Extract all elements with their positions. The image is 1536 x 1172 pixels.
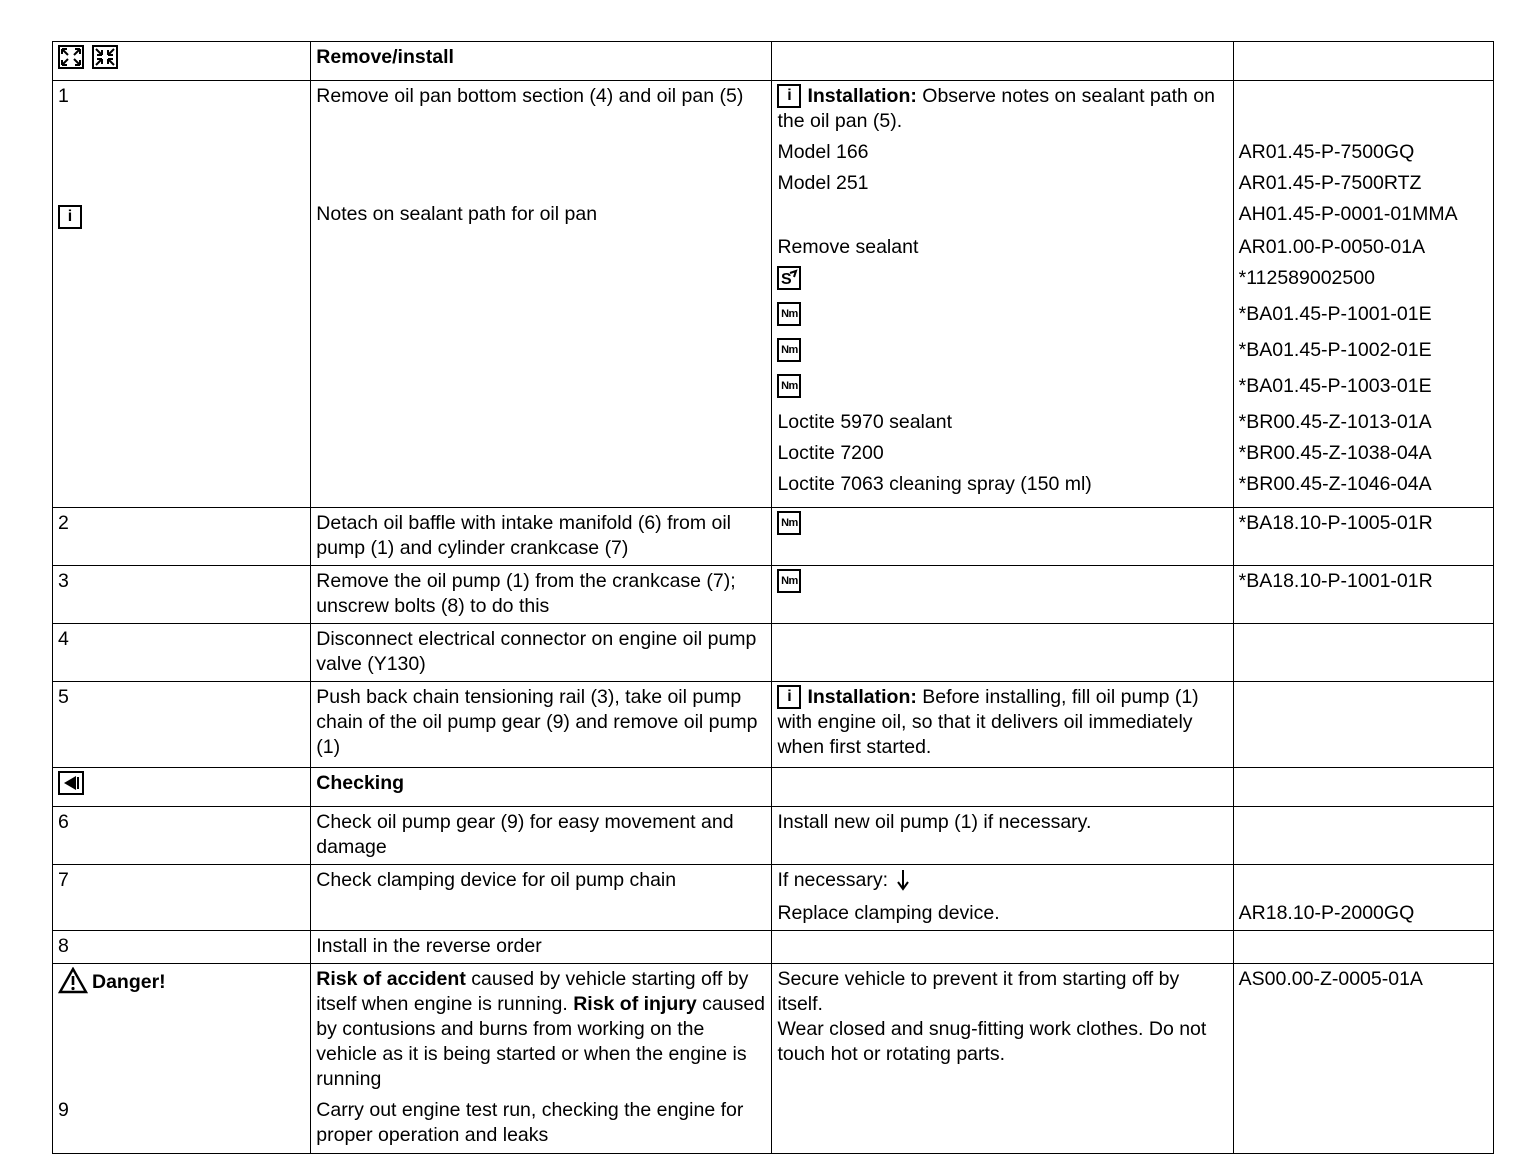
header-icons-cell [53, 42, 311, 81]
step-number: 1 [58, 85, 69, 107]
replace-label: Replace clamping device. [777, 902, 1000, 924]
installation-note: i Installation: Observe notes on sealant path on the oil pan (5). [777, 85, 1215, 132]
doc-ref: *BR00.45-Z-1013-01A [1238, 411, 1432, 433]
step-task: Remove the oil pump (1) from the crankcase (7); unscrew bolts (8) to do this [311, 566, 772, 624]
table-row [53, 682, 1494, 768]
step-task: Remove oil pan bottom section (4) and oil pan (5) [316, 85, 744, 107]
step-number: 2 [53, 508, 311, 566]
step-number: 6 [53, 807, 311, 865]
torque-nm-icon: Nm [777, 569, 801, 593]
doc-ref: *BA01.45-P-1002-01E [1238, 339, 1432, 361]
table-row [53, 508, 1494, 566]
step-number: 3 [53, 566, 311, 624]
step-note: Install new oil pump (1) if necessary. [772, 807, 1233, 865]
table-row [53, 964, 1494, 1154]
step-task-notes: Notes on sealant path for oil pan [316, 203, 598, 225]
step-task: Push back chain tensioning rail (3), take oil pump chain of the oil pump gear (9) and remove oil pump (1) [311, 682, 772, 768]
loctite-5970-label: Loctite 5970 sealant [777, 411, 953, 433]
step-number: 5 [53, 682, 311, 768]
table-row [53, 566, 1494, 624]
if-necessary-label: If necessary: [777, 869, 888, 891]
step-task: Install in the reverse order [311, 931, 772, 964]
model-166-label: Model 166 [777, 141, 869, 163]
special-tool-icon [777, 266, 801, 290]
loctite-7200-label: Loctite 7200 [777, 442, 884, 464]
doc-ref: *BR00.45-Z-1046-04A [1238, 473, 1432, 495]
collapse-icon [92, 45, 118, 76]
step-number: 9 [58, 1099, 69, 1121]
danger-warning-text: Risk of accident caused by vehicle starting off by itself when engine is running. Risk of injury caused by contusions and burns from working on the vehicle as it is being started or when the engine is running [316, 968, 766, 1090]
doc-ref: *BA01.45-P-1001-01E [1238, 303, 1432, 325]
doc-ref: *BA01.45-P-1003-01E [1238, 375, 1432, 397]
step-task: Detach oil baffle with intake manifold (6) from oil pump (1) and cylinder crankcase (7) [311, 508, 772, 566]
table-row [53, 931, 1494, 964]
arrow-down-icon [896, 868, 910, 899]
step-number: 8 [53, 931, 311, 964]
table-row [53, 624, 1494, 682]
table-row [53, 81, 1494, 508]
torque-nm-icon: Nm [777, 302, 801, 326]
warning-triangle-icon [58, 967, 92, 1001]
section-title: Checking [316, 772, 405, 794]
doc-ref: *BA18.10-P-1005-01R [1233, 508, 1493, 566]
info-icon: i [777, 685, 801, 709]
step-task: Carry out engine test run, checking the engine for proper operation and leaks [316, 1099, 744, 1146]
loctite-7063-label: Loctite 7063 cleaning spray (150 ml) [777, 473, 1092, 495]
header-title: Remove/install [311, 42, 772, 81]
doc-ref: *BA18.10-P-1001-01R [1233, 566, 1493, 624]
doc-ref: AR01.00-P-0050-01A [1238, 236, 1426, 258]
remove-sealant-label: Remove sealant [777, 236, 919, 258]
checking-icon [58, 778, 84, 800]
info-icon: i [58, 205, 82, 229]
doc-ref: AR18.10-P-2000GQ [1238, 902, 1415, 924]
table-row [53, 865, 1494, 931]
doc-ref: AR01.45-P-7500GQ [1238, 141, 1415, 163]
installation-note: i Installation: Before installing, fill oil pump (1) with engine oil, so that it delivers oil immediately when first started. [772, 682, 1233, 768]
doc-ref: *112589002500 [1238, 267, 1375, 289]
info-icon: i [777, 84, 801, 108]
step-task: Check clamping device for oil pump chain [311, 865, 772, 931]
doc-ref: AR01.45-P-7500RTZ [1238, 172, 1422, 194]
doc-ref: AH01.45-P-0001-01MMA [1238, 203, 1458, 225]
procedure-table [52, 41, 1494, 1154]
torque-nm-icon: Nm [777, 338, 801, 362]
expand-icon [58, 45, 84, 76]
danger-note: Wear closed and snug-fitting work clothes. Do not touch hot or rotating parts. [777, 1018, 1207, 1065]
step-number: 4 [53, 624, 311, 682]
svg-text:S: S [781, 271, 793, 288]
step-number: 7 [53, 865, 311, 931]
doc-ref: AS00.00-Z-0005-01A [1233, 964, 1493, 1154]
model-251-label: Model 251 [777, 172, 869, 194]
step-task: Disconnect electrical connector on engine oil pump valve (Y130) [311, 624, 772, 682]
torque-nm-icon: Nm [777, 511, 801, 535]
table-row [53, 807, 1494, 865]
table-row [53, 42, 1494, 81]
table-row [53, 768, 1494, 807]
danger-label: Danger! [92, 971, 166, 993]
doc-ref: *BR00.45-Z-1038-04A [1238, 442, 1432, 464]
danger-note: Secure vehicle to prevent it from starting off by itself. [777, 968, 1180, 1015]
torque-nm-icon: Nm [777, 374, 801, 398]
step-task: Check oil pump gear (9) for easy movement and damage [311, 807, 772, 865]
